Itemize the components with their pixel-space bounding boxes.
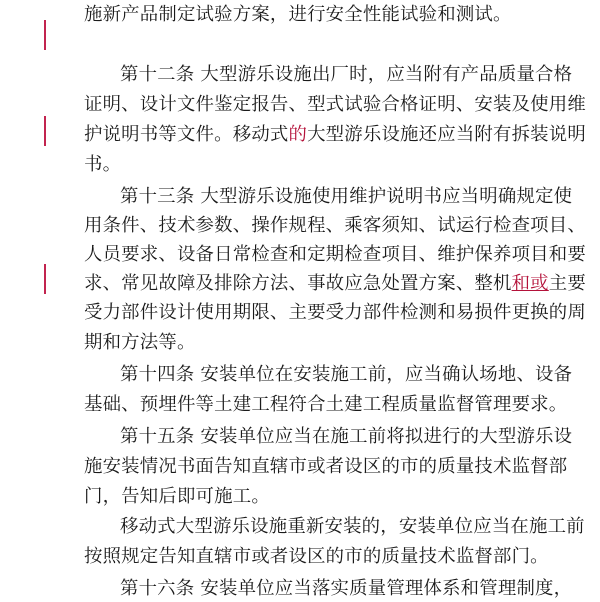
text-line: 按照规定告知直辖市或者设区的市的质量技术监督部门。 xyxy=(84,546,549,567)
text-line xyxy=(84,271,586,297)
text-run: 护说明书等文件。移动式 xyxy=(84,124,289,145)
inserted-text: 和或 xyxy=(511,273,549,294)
text-line: 基础、预埋件等土建工程符合土建工程质量监督管理要求。 xyxy=(84,394,568,415)
text-line: 人员要求、设备日常检查和定期检查项目、维护保养项目和要 xyxy=(84,244,586,265)
text-line: 受力部件设计使用期限、主要受力部件检测和易损件更换的周 xyxy=(84,302,586,323)
text-run: 主要 xyxy=(548,273,586,294)
article-13-heading-line: 第十三条 大型游乐设施使用维护说明书应当明确规定使 xyxy=(120,186,573,207)
text-line: 证明、设计文件鉴定报告、型式试验合格证明、安装及使用维 xyxy=(84,94,586,115)
text-run: 大型游乐设施还应当附有拆装说明 xyxy=(307,124,586,145)
text-line: 施安装情况书面告知直辖市或者设区的市的质量技术监督部 xyxy=(84,456,568,477)
revision-bar xyxy=(44,264,46,294)
article-15-heading-line: 第十五条 安装单位应当在施工前将拟进行的大型游乐设 xyxy=(120,426,573,447)
revision-bar xyxy=(44,20,46,50)
text-line: 门，告知后即可施工。 xyxy=(84,486,270,507)
text-line xyxy=(84,122,586,148)
text-run: 求、常见故障及排除方法、事故应急处置方案、整机 xyxy=(84,273,512,294)
text-line: 用条件、技术参数、操作规程、乘客须知、试运行检查项目、 xyxy=(84,215,586,236)
text-line: 施新产品制定试验方案，进行安全性能试验和测试。 xyxy=(84,4,512,25)
article-16-heading-line: 第十六条 安装单位应当落实质量管理体系和管理制度， xyxy=(120,578,573,599)
article-14-heading-line: 第十四条 安装单位在安装施工前，应当确认场地、设备 xyxy=(120,364,573,385)
article-12-heading-line: 第十二条 大型游乐设施出厂时，应当附有产品质量合格 xyxy=(120,64,573,85)
text-line: 移动式大型游乐设施重新安装的，安装单位应当在施工前 xyxy=(120,516,585,537)
revision-bar xyxy=(44,116,46,146)
text-line: 期和方法等。 xyxy=(84,332,196,353)
inserted-text: 的 xyxy=(288,124,308,145)
text-line: 书。 xyxy=(84,154,122,175)
